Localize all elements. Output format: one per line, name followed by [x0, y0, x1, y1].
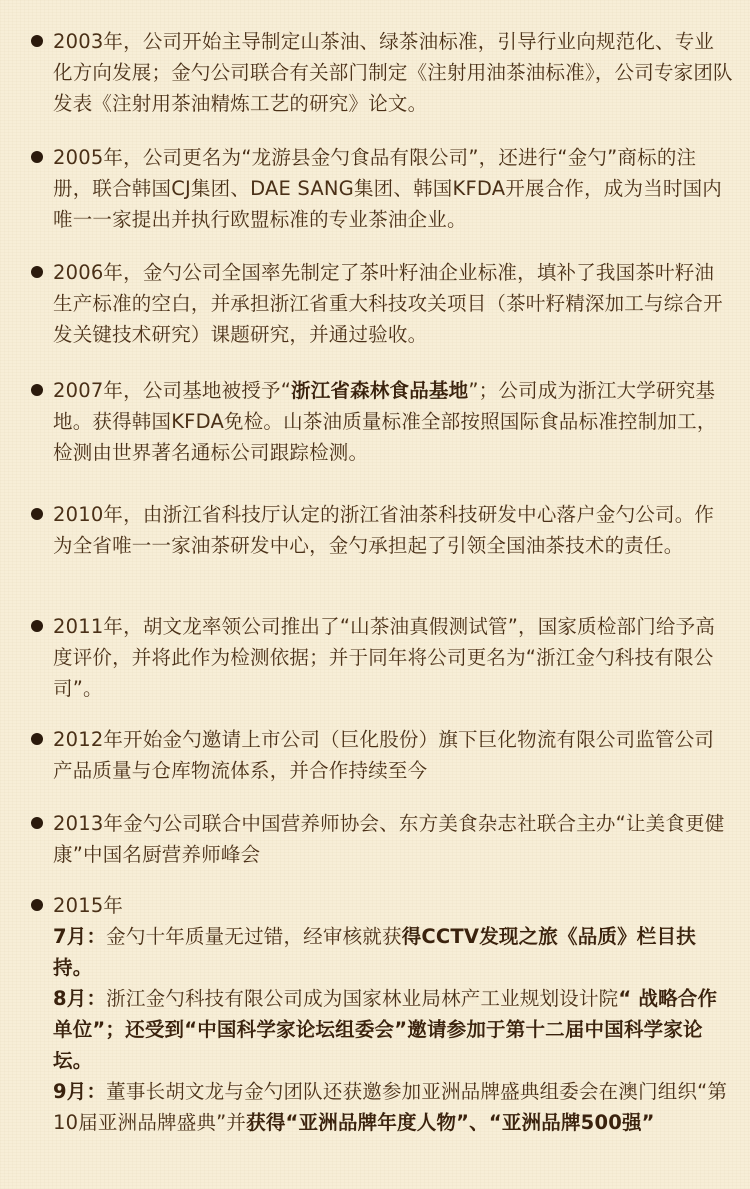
month-highlight: 得CCTV发现之旅《品质》栏目扶持。 [53, 925, 696, 979]
timeline-entry-2007 [53, 375, 733, 468]
month-item-july [53, 921, 733, 983]
timeline-entry-2013 [53, 808, 733, 870]
bullet-icon [31, 733, 43, 745]
timeline-entry-2011 [53, 611, 733, 704]
timeline-entry-2012 [53, 724, 733, 786]
bullet-icon [31, 384, 43, 396]
month-item-september [53, 1076, 733, 1138]
bullet-icon [31, 899, 43, 911]
month-label: 7月： [53, 925, 107, 948]
bullet-icon [31, 620, 43, 632]
month-highlight: “ 战略合作单位”；还受到“中国科学家论坛组委会”邀请参加于第十二届中国科学家论坛。 [53, 987, 718, 1072]
entry-text: 2010年，由浙江省科技厅认定的浙江省油茶科技研发中心落户金勺公司。作为全省唯一一家油茶研发中心，金勺承担起了引领全国油茶技术的责任。 [53, 503, 715, 557]
bullet-icon [31, 508, 43, 520]
timeline-entry-2006 [53, 257, 733, 350]
entry-highlight: 浙江省森林食品基地 [291, 379, 469, 402]
month-label: 9月： [53, 1080, 107, 1103]
month-highlight: 获得“亚洲品牌年度人物”、“亚洲品牌500强” [246, 1111, 655, 1134]
entry-text-part: ”；公司成为浙江大学研究基地。获得韩国KFDA免检。山茶油质量标准全部按照国际食品标准控制加工，检测由世界著名通标公司跟踪检测。 [53, 379, 717, 464]
timeline-entry-2003 [53, 26, 733, 119]
timeline-entry-2015 [53, 890, 733, 1138]
month-text: 金勺十年质量无过错，经审核就获 [106, 925, 402, 948]
entry-text: 2013年金勺公司联合中国营养师协会、东方美食杂志社联合主办“让美食更健康”中国名厨营养师峰会 [53, 812, 725, 866]
timeline-entry-2005 [53, 142, 733, 235]
month-text: 浙江金勺科技有限公司成为国家林业局林产工业规划设计院 [106, 987, 619, 1010]
bullet-icon [31, 151, 43, 163]
bullet-icon [31, 266, 43, 278]
entry-text: 2003年，公司开始主导制定山茶油、绿茶油标准，引导行业向规范化、专业化方向发展；金勺公司联合有关部门制定《注射用油茶油标准》，公司专家团队发表《注射用茶油精炼工艺的研究》论文。 [53, 30, 733, 115]
timeline-entry-2010 [53, 499, 733, 561]
month-text: 董事长胡文龙与金勺团队还获邀参加亚洲品牌盛典组委会在澳门组织“第10届亚洲品牌盛典”并 [53, 1080, 728, 1134]
entry-text-part: 2007年，公司基地被授予“ [53, 379, 292, 402]
month-item-august [53, 983, 733, 1076]
entry-text: 2011年，胡文龙率领公司推出了“山茶油真假测试管”，国家质检部门给予高度评价，并将此作为检测依据；并于同年将公司更名为“浙江金勺科技有限公司”。 [53, 615, 716, 700]
bullet-icon [31, 35, 43, 47]
entry-text: 2005年，公司更名为“龙游县金勺食品有限公司”，还进行“金勺”商标的注册，联合韩国CJ集团、DAE SANG集团、韩国KFDA开展合作，成为当时国内唯一一家提出并执行欧盟标准的专业茶油企业。 [53, 146, 722, 231]
entry-text: 2006年，金勺公司全国率先制定了茶叶籽油企业标准，填补了我国茶叶籽油生产标准的空白，并承担浙江省重大科技攻关项目（茶叶籽精深加工与综合开发关键技术研究）课题研究，并通过验收。 [53, 261, 723, 346]
bullet-icon [31, 817, 43, 829]
month-label: 8月： [53, 987, 107, 1010]
entry-text [53, 375, 733, 468]
entry-year: 2015年 [53, 894, 124, 917]
entry-text: 2012年开始金勺邀请上市公司（巨化股份）旗下巨化物流有限公司监管公司产品质量与仓库物流体系，并合作持续至今 [53, 728, 715, 782]
